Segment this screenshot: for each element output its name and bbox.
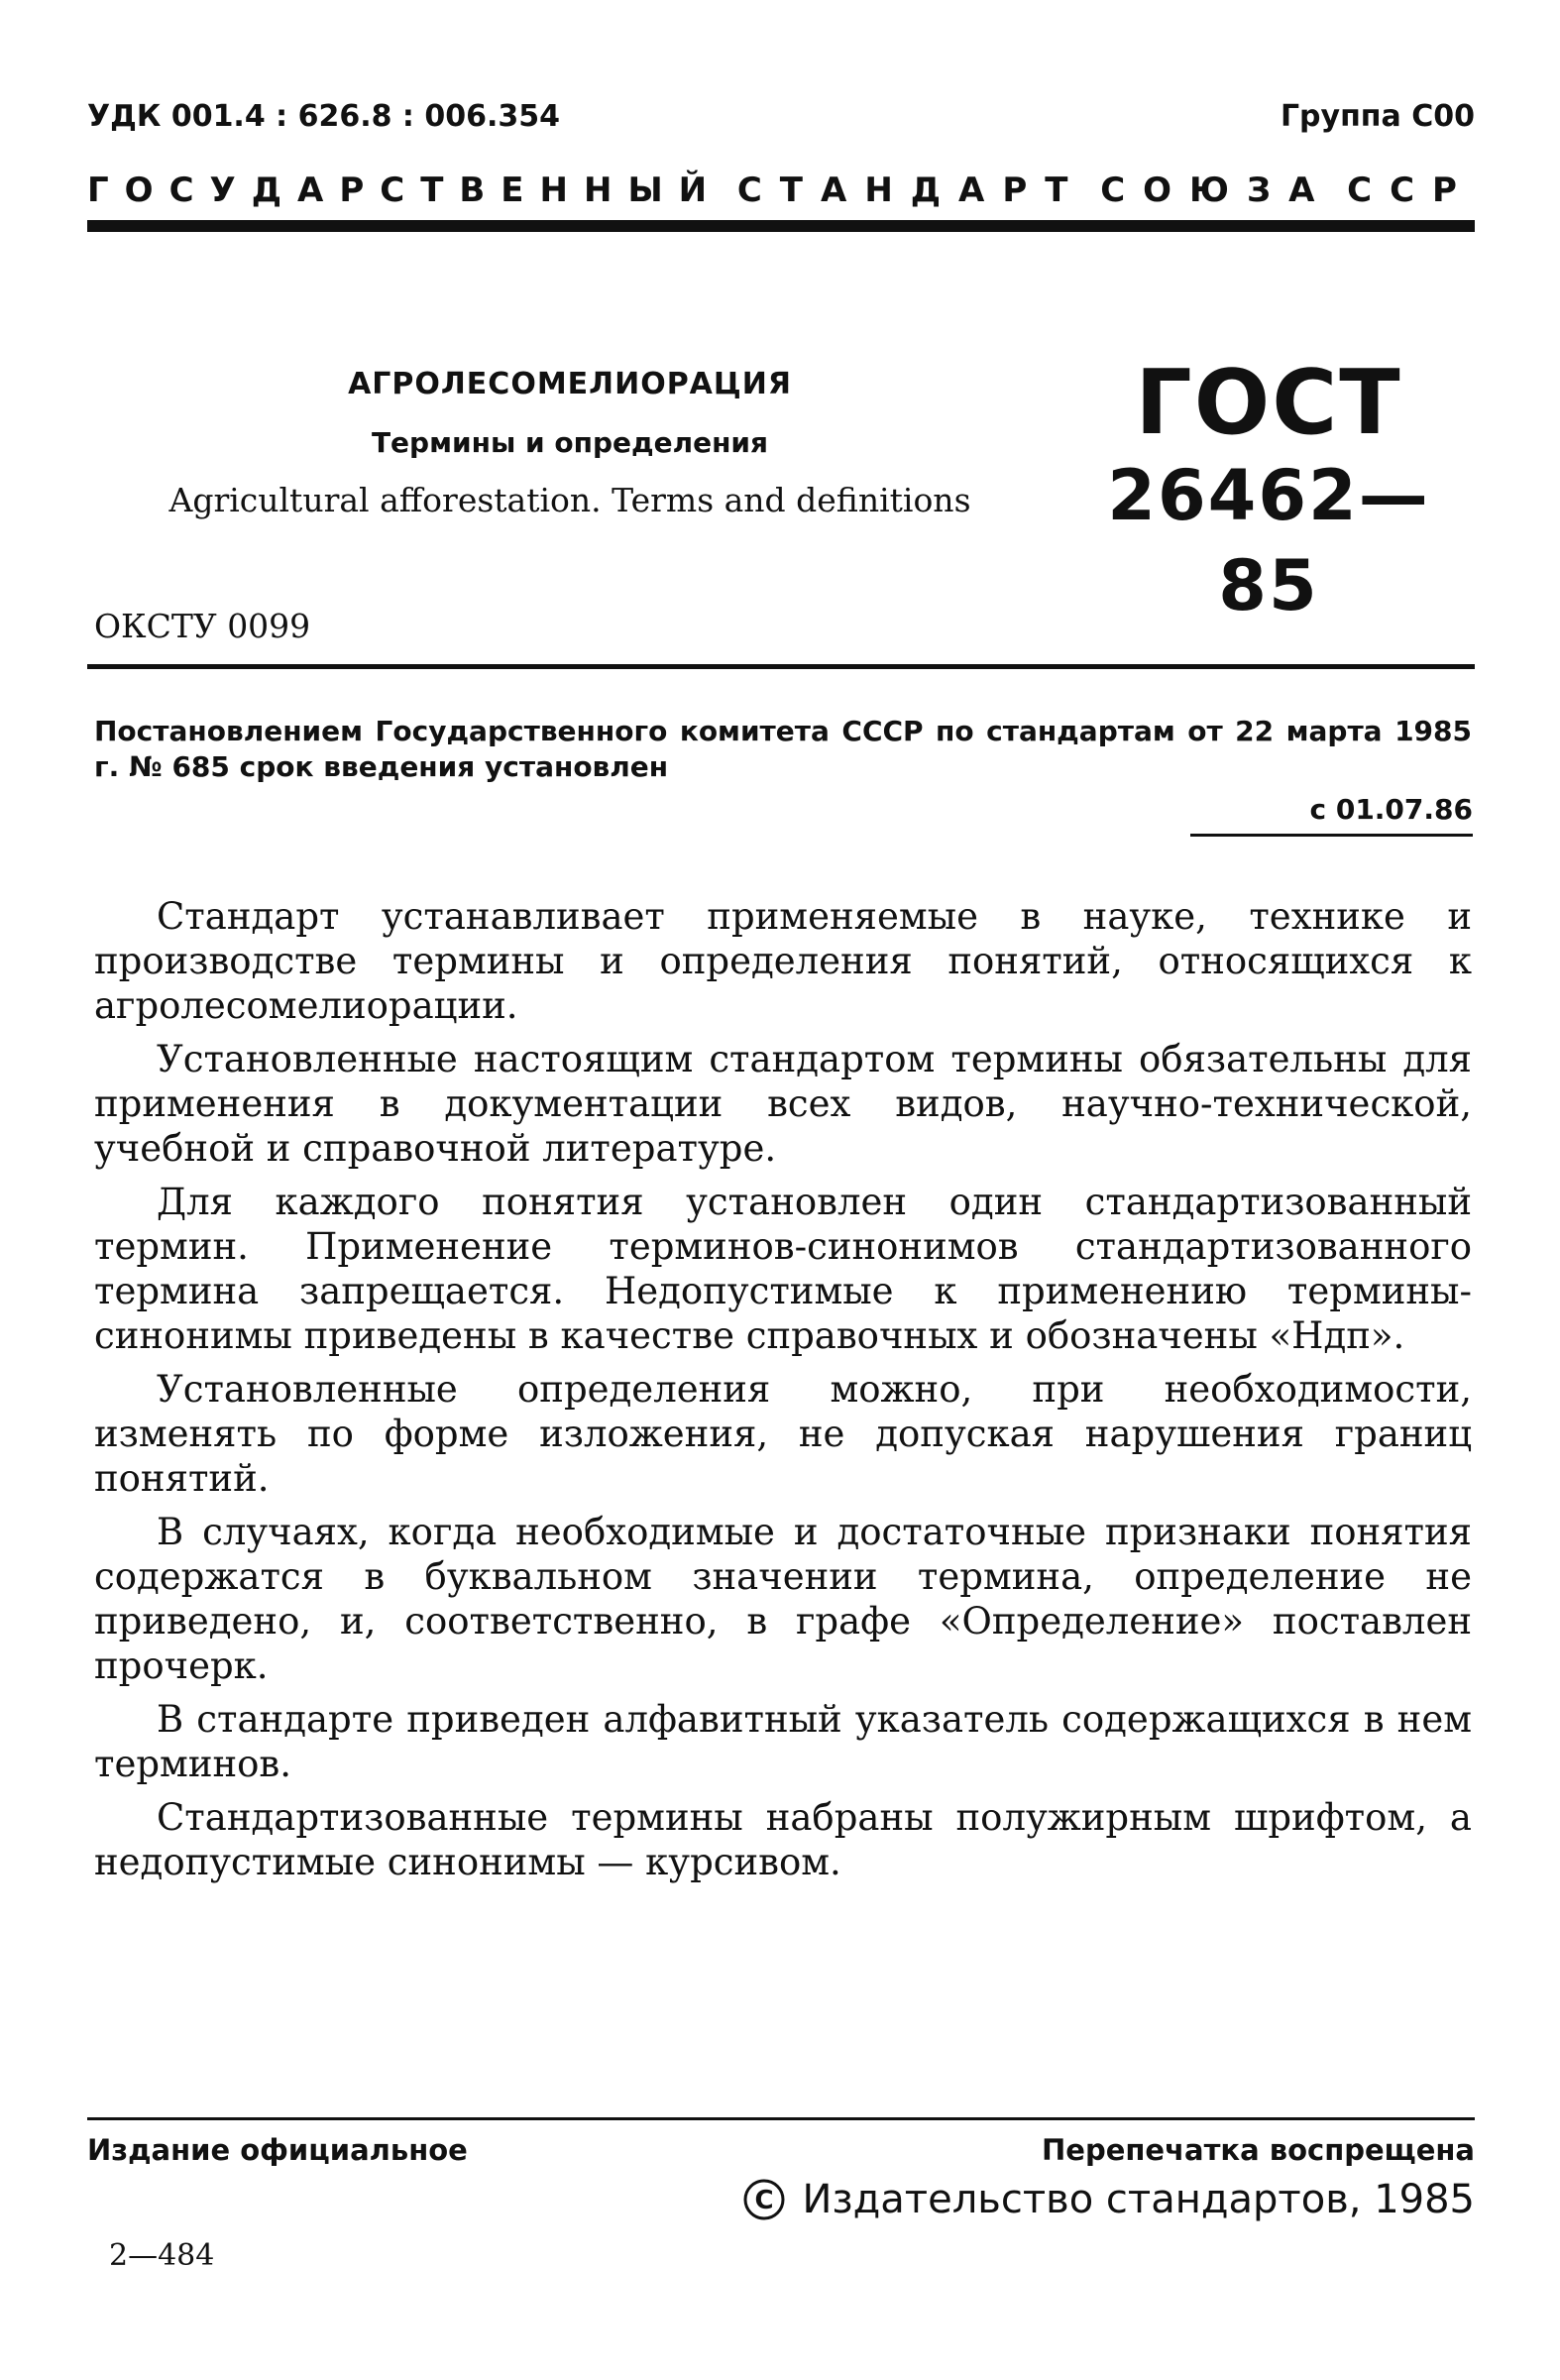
edition-label: Издание официальное [87, 2133, 468, 2167]
publisher-line [742, 2177, 1475, 2222]
effective-date: с 01.07.86 [1190, 793, 1473, 837]
paragraph: Для каждого понятия установлен один стандартизованный термин. Применение терминов-синонимов стандартизованного термина запрещается. Недопустимые к применению термины-синонимы приведены в качестве справочных и обозначены «Ндп». [94, 1181, 1472, 1357]
publisher-name: Издательство стандартов, 1985 [802, 2177, 1475, 2222]
copyright-icon [742, 2178, 786, 2221]
title-ru: АГРОЛЕСОМЕЛИОРАЦИЯ [348, 367, 792, 401]
top-rule [87, 220, 1475, 232]
paragraph: Установленные определения можно, при необходимости, изменять по форме изложения, не допуская нарушения границ понятий. [94, 1368, 1472, 1500]
paragraph: В стандарте приведен алфавитный указатель содержащихся в нем терминов. [94, 1698, 1472, 1785]
title-block [149, 367, 991, 519]
bottom-rule [87, 2117, 1475, 2120]
decree-text: Постановлением Государственного комитета СССР по стандартам от 22 марта 1985 г. № 685 срок введения установлен [94, 715, 1472, 783]
banner-word: СТАНДАРТ [736, 170, 1086, 210]
subtitle-ru: Термины и определения [371, 426, 769, 459]
okstu-code: ОКСТУ 0099 [94, 607, 311, 645]
banner-word: СОЮЗА [1100, 170, 1333, 210]
udk-code: УДК 001.4 : 626.8 : 006.354 [87, 99, 561, 134]
title-en: Agricultural afforestation. Terms and definitions [168, 481, 971, 519]
copyright-symbol: C [754, 2186, 774, 2215]
gost-label: ГОСТ [1135, 351, 1402, 455]
gost-number: 26462—85 [1107, 454, 1430, 626]
paragraph: Стандарт устанавливает применяемые в науке, технике и производстве термины и определения понятий, относящихся к агролесомелиорации. [94, 895, 1472, 1027]
gost-designation [1070, 351, 1467, 631]
banner-word: ССР [1347, 170, 1475, 210]
group-code: Группа С00 [1280, 99, 1475, 134]
paragraph: Стандартизованные термины набраны полужирным шрифтом, а недопустимые синонимы — курсивом. [94, 1796, 1472, 1883]
paragraph: В случаях, когда необходимые и достаточные признаки понятия содержатся в буквальном значении термина, определение не приведено, и, соответственно, в графе «Определение» поставлен прочерк. [94, 1511, 1472, 1687]
print-code: 2—484 [109, 2238, 215, 2273]
banner-word: ГОСУДАРСТВЕННЫЙ [87, 170, 724, 210]
reprint-notice: Перепечатка воспрещена [1042, 2133, 1475, 2167]
standard-banner [87, 170, 1475, 210]
middle-rule [87, 664, 1475, 669]
paragraph: Установленные настоящим стандартом термины обязательны для применения в документации всех видов, научно-технической, учебной и справочной литературе. [94, 1038, 1472, 1170]
body-text [94, 894, 1472, 1893]
